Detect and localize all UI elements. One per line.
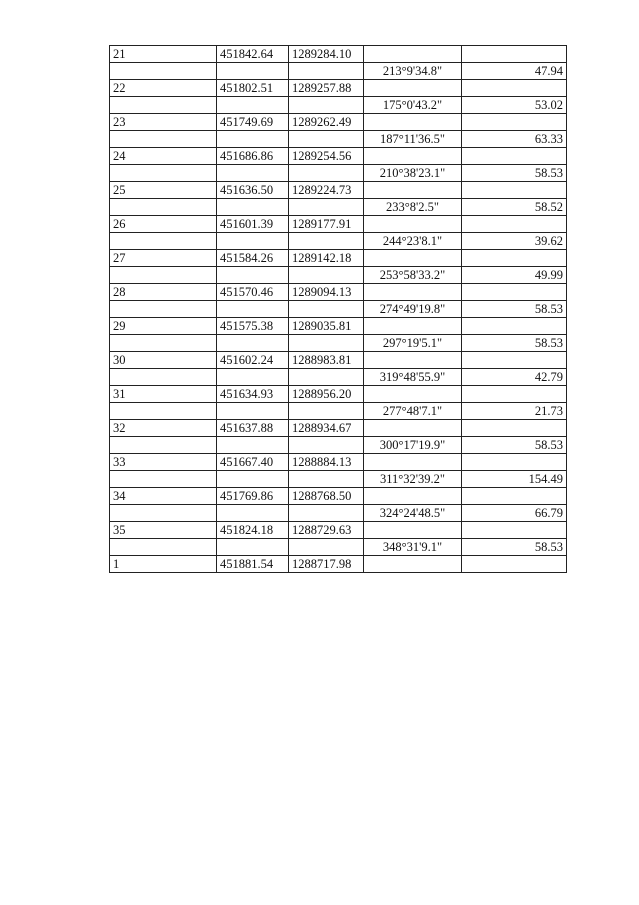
distance-cell bbox=[462, 556, 567, 573]
point-number-cell: 32 bbox=[110, 420, 217, 437]
table-row bbox=[110, 437, 567, 454]
point-number-cell bbox=[110, 233, 217, 250]
y-coordinate-cell: 1288729.63 bbox=[289, 522, 364, 539]
direction-angle-cell: 175°0'43.2" bbox=[364, 97, 462, 114]
x-coordinate-cell bbox=[217, 233, 289, 250]
direction-angle-cell: 274°49'19.8" bbox=[364, 301, 462, 318]
point-number-cell bbox=[110, 199, 217, 216]
table-row bbox=[110, 284, 567, 301]
table-row bbox=[110, 148, 567, 165]
direction-angle-cell: 213°9'34.8" bbox=[364, 63, 462, 80]
y-coordinate-cell: 1289094.13 bbox=[289, 284, 364, 301]
distance-cell: 154.49 bbox=[462, 471, 567, 488]
direction-angle-cell: 319°48'55.9" bbox=[364, 369, 462, 386]
point-number-cell: 26 bbox=[110, 216, 217, 233]
direction-angle-cell bbox=[364, 80, 462, 97]
distance-cell: 58.53 bbox=[462, 335, 567, 352]
table-row bbox=[110, 539, 567, 556]
distance-cell bbox=[462, 148, 567, 165]
y-coordinate-cell bbox=[289, 97, 364, 114]
direction-angle-cell bbox=[364, 420, 462, 437]
x-coordinate-cell: 451686.86 bbox=[217, 148, 289, 165]
table-row bbox=[110, 165, 567, 182]
distance-cell bbox=[462, 522, 567, 539]
table-row bbox=[110, 386, 567, 403]
table-row bbox=[110, 454, 567, 471]
direction-angle-cell bbox=[364, 454, 462, 471]
y-coordinate-cell: 1288884.13 bbox=[289, 454, 364, 471]
point-number-cell: 31 bbox=[110, 386, 217, 403]
coordinates-table bbox=[109, 45, 567, 573]
x-coordinate-cell: 451570.46 bbox=[217, 284, 289, 301]
table-row bbox=[110, 471, 567, 488]
point-number-cell bbox=[110, 165, 217, 182]
distance-cell bbox=[462, 284, 567, 301]
direction-angle-cell bbox=[364, 318, 462, 335]
distance-cell bbox=[462, 318, 567, 335]
table-row bbox=[110, 63, 567, 80]
y-coordinate-cell bbox=[289, 335, 364, 352]
x-coordinate-cell bbox=[217, 199, 289, 216]
y-coordinate-cell bbox=[289, 471, 364, 488]
table-row bbox=[110, 505, 567, 522]
y-coordinate-cell bbox=[289, 505, 364, 522]
point-number-cell: 28 bbox=[110, 284, 217, 301]
y-coordinate-cell: 1289254.56 bbox=[289, 148, 364, 165]
table-row bbox=[110, 318, 567, 335]
y-coordinate-cell bbox=[289, 63, 364, 80]
x-coordinate-cell: 451824.18 bbox=[217, 522, 289, 539]
y-coordinate-cell: 1288768.50 bbox=[289, 488, 364, 505]
point-number-cell: 33 bbox=[110, 454, 217, 471]
y-coordinate-cell: 1289035.81 bbox=[289, 318, 364, 335]
direction-angle-cell bbox=[364, 352, 462, 369]
point-number-cell bbox=[110, 131, 217, 148]
table-row bbox=[110, 420, 567, 437]
distance-cell bbox=[462, 46, 567, 63]
direction-angle-cell: 253°58'33.2" bbox=[364, 267, 462, 284]
x-coordinate-cell bbox=[217, 131, 289, 148]
x-coordinate-cell: 451636.50 bbox=[217, 182, 289, 199]
x-coordinate-cell bbox=[217, 165, 289, 182]
point-number-cell: 21 bbox=[110, 46, 217, 63]
direction-angle-cell bbox=[364, 488, 462, 505]
y-coordinate-cell bbox=[289, 267, 364, 284]
table-row bbox=[110, 403, 567, 420]
table-row bbox=[110, 233, 567, 250]
direction-angle-cell bbox=[364, 386, 462, 403]
table-row bbox=[110, 522, 567, 539]
y-coordinate-cell bbox=[289, 199, 364, 216]
distance-cell bbox=[462, 114, 567, 131]
direction-angle-cell bbox=[364, 216, 462, 233]
distance-cell bbox=[462, 454, 567, 471]
table-row bbox=[110, 131, 567, 148]
x-coordinate-cell: 451634.93 bbox=[217, 386, 289, 403]
direction-angle-cell bbox=[364, 284, 462, 301]
y-coordinate-cell bbox=[289, 131, 364, 148]
direction-angle-cell: 187°11'36.5" bbox=[364, 131, 462, 148]
distance-cell: 47.94 bbox=[462, 63, 567, 80]
point-number-cell bbox=[110, 301, 217, 318]
distance-cell: 58.53 bbox=[462, 301, 567, 318]
x-coordinate-cell: 451881.54 bbox=[217, 556, 289, 573]
table-row bbox=[110, 216, 567, 233]
distance-cell bbox=[462, 420, 567, 437]
coordinates-table-body bbox=[110, 46, 567, 573]
point-number-cell bbox=[110, 539, 217, 556]
distance-cell: 58.52 bbox=[462, 199, 567, 216]
distance-cell: 63.33 bbox=[462, 131, 567, 148]
table-row bbox=[110, 80, 567, 97]
direction-angle-cell bbox=[364, 148, 462, 165]
x-coordinate-cell bbox=[217, 267, 289, 284]
direction-angle-cell bbox=[364, 46, 462, 63]
y-coordinate-cell: 1289177.91 bbox=[289, 216, 364, 233]
direction-angle-cell bbox=[364, 114, 462, 131]
x-coordinate-cell: 451602.24 bbox=[217, 352, 289, 369]
point-number-cell bbox=[110, 505, 217, 522]
distance-cell bbox=[462, 386, 567, 403]
point-number-cell: 23 bbox=[110, 114, 217, 131]
y-coordinate-cell bbox=[289, 165, 364, 182]
x-coordinate-cell bbox=[217, 97, 289, 114]
table-row bbox=[110, 97, 567, 114]
x-coordinate-cell bbox=[217, 63, 289, 80]
distance-cell: 58.53 bbox=[462, 539, 567, 556]
point-number-cell bbox=[110, 471, 217, 488]
table-row bbox=[110, 250, 567, 267]
point-number-cell: 34 bbox=[110, 488, 217, 505]
y-coordinate-cell: 1288934.67 bbox=[289, 420, 364, 437]
direction-angle-cell: 311°32'39.2" bbox=[364, 471, 462, 488]
table-row bbox=[110, 335, 567, 352]
x-coordinate-cell: 451601.39 bbox=[217, 216, 289, 233]
distance-cell: 39.62 bbox=[462, 233, 567, 250]
x-coordinate-cell: 451667.40 bbox=[217, 454, 289, 471]
y-coordinate-cell: 1289257.88 bbox=[289, 80, 364, 97]
distance-cell bbox=[462, 352, 567, 369]
table-row bbox=[110, 556, 567, 573]
distance-cell: 58.53 bbox=[462, 165, 567, 182]
x-coordinate-cell bbox=[217, 505, 289, 522]
point-number-cell: 24 bbox=[110, 148, 217, 165]
distance-cell: 49.99 bbox=[462, 267, 567, 284]
y-coordinate-cell bbox=[289, 539, 364, 556]
point-number-cell bbox=[110, 97, 217, 114]
y-coordinate-cell: 1288717.98 bbox=[289, 556, 364, 573]
distance-cell bbox=[462, 80, 567, 97]
distance-cell: 21.73 bbox=[462, 403, 567, 420]
table-row bbox=[110, 46, 567, 63]
x-coordinate-cell bbox=[217, 403, 289, 420]
x-coordinate-cell bbox=[217, 301, 289, 318]
point-number-cell bbox=[110, 369, 217, 386]
direction-angle-cell: 324°24'48.5" bbox=[364, 505, 462, 522]
y-coordinate-cell: 1289142.18 bbox=[289, 250, 364, 267]
y-coordinate-cell: 1288983.81 bbox=[289, 352, 364, 369]
table-row bbox=[110, 199, 567, 216]
x-coordinate-cell: 451575.38 bbox=[217, 318, 289, 335]
y-coordinate-cell: 1289224.73 bbox=[289, 182, 364, 199]
x-coordinate-cell bbox=[217, 369, 289, 386]
point-number-cell: 30 bbox=[110, 352, 217, 369]
point-number-cell: 35 bbox=[110, 522, 217, 539]
x-coordinate-cell: 451749.69 bbox=[217, 114, 289, 131]
table-row bbox=[110, 267, 567, 284]
distance-cell bbox=[462, 488, 567, 505]
direction-angle-cell: 300°17'19.9" bbox=[364, 437, 462, 454]
x-coordinate-cell bbox=[217, 471, 289, 488]
point-number-cell bbox=[110, 335, 217, 352]
distance-cell: 53.02 bbox=[462, 97, 567, 114]
x-coordinate-cell: 451769.86 bbox=[217, 488, 289, 505]
direction-angle-cell bbox=[364, 250, 462, 267]
y-coordinate-cell: 1289284.10 bbox=[289, 46, 364, 63]
x-coordinate-cell: 451842.64 bbox=[217, 46, 289, 63]
point-number-cell: 27 bbox=[110, 250, 217, 267]
y-coordinate-cell bbox=[289, 403, 364, 420]
distance-cell: 66.79 bbox=[462, 505, 567, 522]
x-coordinate-cell: 451637.88 bbox=[217, 420, 289, 437]
direction-angle-cell: 210°38'23.1" bbox=[364, 165, 462, 182]
y-coordinate-cell bbox=[289, 369, 364, 386]
direction-angle-cell: 277°48'7.1" bbox=[364, 403, 462, 420]
table-row bbox=[110, 301, 567, 318]
x-coordinate-cell bbox=[217, 437, 289, 454]
table-row bbox=[110, 369, 567, 386]
distance-cell bbox=[462, 182, 567, 199]
y-coordinate-cell: 1289262.49 bbox=[289, 114, 364, 131]
y-coordinate-cell bbox=[289, 437, 364, 454]
direction-angle-cell bbox=[364, 556, 462, 573]
point-number-cell: 25 bbox=[110, 182, 217, 199]
table-row bbox=[110, 352, 567, 369]
direction-angle-cell: 297°19'5.1" bbox=[364, 335, 462, 352]
distance-cell: 42.79 bbox=[462, 369, 567, 386]
point-number-cell bbox=[110, 63, 217, 80]
point-number-cell: 22 bbox=[110, 80, 217, 97]
y-coordinate-cell bbox=[289, 301, 364, 318]
direction-angle-cell bbox=[364, 182, 462, 199]
distance-cell bbox=[462, 216, 567, 233]
x-coordinate-cell bbox=[217, 335, 289, 352]
x-coordinate-cell: 451802.51 bbox=[217, 80, 289, 97]
point-number-cell bbox=[110, 437, 217, 454]
table-row bbox=[110, 114, 567, 131]
direction-angle-cell bbox=[364, 522, 462, 539]
y-coordinate-cell: 1288956.20 bbox=[289, 386, 364, 403]
point-number-cell bbox=[110, 403, 217, 420]
point-number-cell bbox=[110, 267, 217, 284]
table-row bbox=[110, 182, 567, 199]
point-number-cell: 1 bbox=[110, 556, 217, 573]
x-coordinate-cell bbox=[217, 539, 289, 556]
x-coordinate-cell: 451584.26 bbox=[217, 250, 289, 267]
point-number-cell: 29 bbox=[110, 318, 217, 335]
distance-cell: 58.53 bbox=[462, 437, 567, 454]
distance-cell bbox=[462, 250, 567, 267]
direction-angle-cell: 348°31'9.1" bbox=[364, 539, 462, 556]
direction-angle-cell: 233°8'2.5" bbox=[364, 199, 462, 216]
table-row bbox=[110, 488, 567, 505]
direction-angle-cell: 244°23'8.1" bbox=[364, 233, 462, 250]
y-coordinate-cell bbox=[289, 233, 364, 250]
